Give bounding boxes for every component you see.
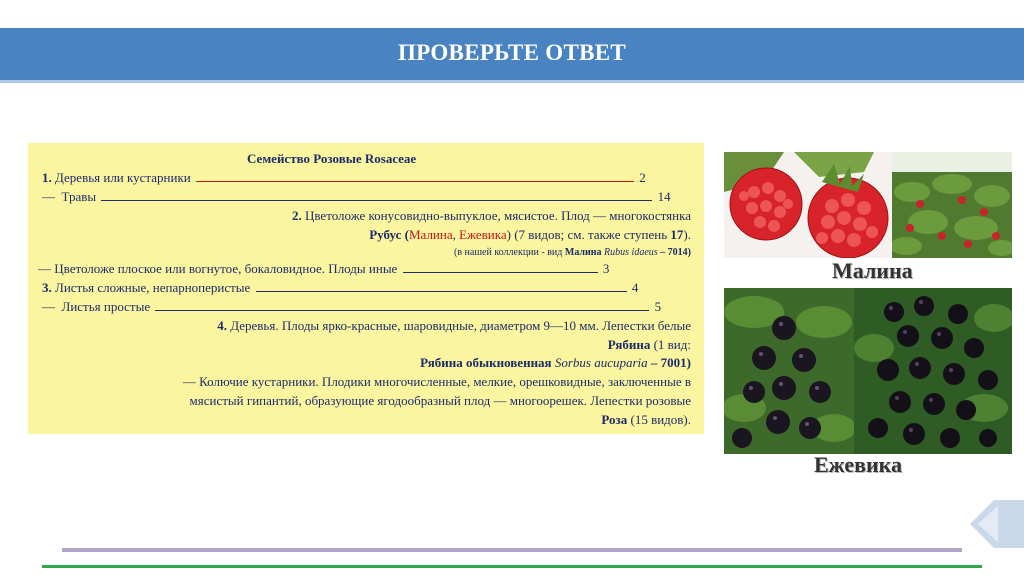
species-name: Рябина обыкновенная: [420, 355, 555, 370]
key-step-4: [217, 318, 691, 334]
key-result-sorbus: [608, 337, 691, 353]
step-ref: 2: [639, 170, 646, 185]
key-step-3-alt: [42, 299, 692, 315]
latin-name: Rubus idaeus: [601, 247, 658, 258]
key-result-rubus: [369, 227, 691, 243]
step-text: мясистый гипантий, образующие ягодообразный плод — многоорешек. Лепестки розовые: [189, 393, 691, 408]
step-number: 3.: [42, 280, 52, 295]
genus-name: Роза: [601, 412, 628, 427]
step-text: Листья простые: [61, 299, 151, 314]
leader-line: [101, 190, 652, 201]
species-blackberry: Ежевика: [459, 227, 507, 242]
step-ref: 4: [631, 280, 639, 295]
blackberry-caption: Ежевика: [814, 452, 902, 477]
collection-number: – 7001): [647, 355, 691, 370]
raspberry-bush-photo: [892, 152, 1012, 258]
note-text: (в нашей коллекции - вид: [454, 247, 565, 258]
blackberry-photo-left: [724, 288, 854, 454]
raspberry-closeup-photo: [724, 152, 892, 258]
key-step-4-alt-line1: [183, 374, 691, 390]
collection-number: – 7014): [657, 247, 691, 258]
collection-note-rubus: [454, 245, 691, 261]
step-text: — Цветоложе плоское или вогнутое, бокаловидное. Плоды иные: [38, 261, 398, 276]
latin-name: Sorbus aucuparia: [554, 355, 648, 370]
separator: ,: [452, 227, 460, 242]
key-step-2-alt: [38, 261, 692, 277]
blackberry-photo-right: [854, 288, 1012, 454]
step-number: 1.: [42, 170, 52, 185]
step-ref: 17: [670, 227, 684, 242]
genus-name: Рябина: [607, 337, 651, 352]
species-raspberry: Малина: [409, 227, 453, 242]
result-text: (1 вид:: [650, 337, 691, 352]
leader-line: [196, 171, 634, 182]
note-species: Малина: [564, 247, 602, 258]
step-text: Деревья. Плоды ярко-красные, шаровидные, диаметром 9—10 мм. Лепестки белые: [230, 318, 691, 333]
dash-prefix: —: [42, 189, 55, 204]
key-species-sorbus: [420, 355, 691, 371]
slide-header: [0, 28, 1024, 80]
key-step-3: [42, 280, 692, 296]
raspberry-caption: Малина: [832, 258, 913, 283]
slide-title: ПРОВЕРЬТЕ ОТВЕТ: [397, 40, 627, 65]
leader-line: [403, 262, 598, 273]
footer-rule-green: [42, 565, 982, 568]
header-divider: [0, 80, 1024, 83]
identification-key-box: [28, 143, 704, 434]
next-slide-arrow-icon[interactable]: [970, 500, 1024, 548]
key-step-2: [292, 208, 691, 224]
result-text: ) (7 видов; см. также ступень: [506, 227, 671, 242]
result-end: ).: [683, 227, 691, 242]
leader-line: [256, 281, 627, 292]
step-ref: 14: [657, 189, 671, 204]
genus-name: Рубус (: [369, 227, 409, 242]
key-title: Семейство Розовые Rosaceae: [247, 151, 417, 166]
dash-prefix: —: [42, 299, 55, 314]
step-text: Деревья или кустарники: [55, 170, 191, 185]
key-result-rosa: [601, 412, 691, 428]
step-ref: 5: [654, 299, 662, 314]
photo-collage: [722, 152, 1012, 481]
step-number: 4.: [217, 318, 227, 333]
step-number: 2.: [291, 208, 302, 223]
key-step-4-alt-line2: [190, 393, 691, 409]
step-ref: 3: [602, 261, 610, 276]
footer-rule-purple: [62, 548, 962, 552]
key-step-1: [42, 170, 692, 186]
step-text: Цветоложе конусовидно-выпуклое, мясистое. Плод — многокостянка: [304, 208, 691, 223]
result-text: (15 видов).: [627, 412, 691, 427]
leader-line: [155, 300, 649, 311]
step-text: Листья сложные, непарноперистые: [55, 280, 251, 295]
step-text: — Колючие кустарники. Плодики многочисленные, мелкие, орешковидные, заключенные в: [182, 374, 691, 389]
key-step-1-alt: [42, 189, 692, 205]
step-text: Травы: [61, 189, 97, 204]
